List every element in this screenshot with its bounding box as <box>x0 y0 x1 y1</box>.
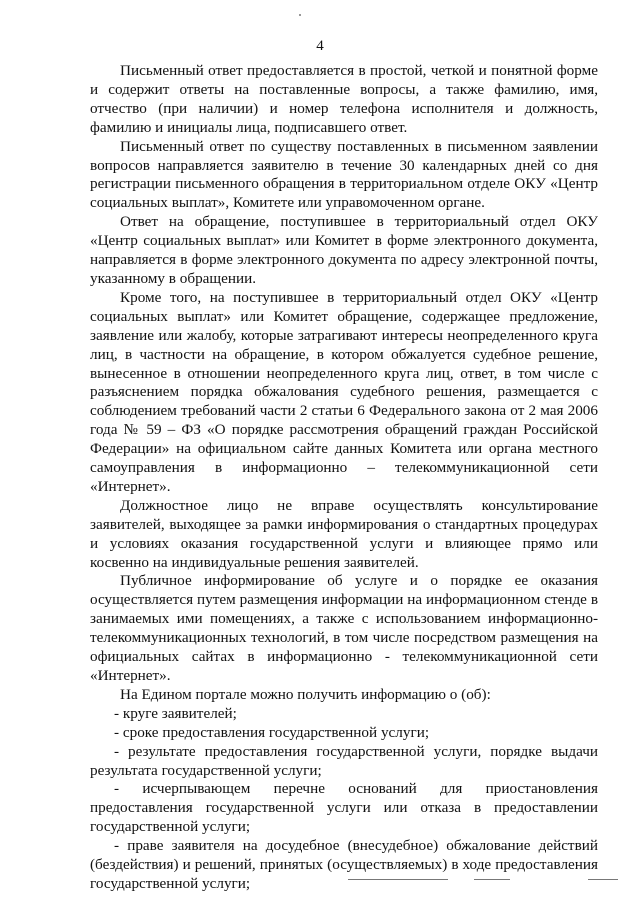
paragraph-written-response-form: Письменный ответ предоставляется в простой, четкой и понятной форме и содержит ответы на поставленные вопросы, а также фамилию, имя, отчество (при наличии) и номер телефона исполнителя и должность, фамилию и инициалы лица, подписавшего ответ. <box>90 62 598 136</box>
paragraph-written-response-deadline: Письменный ответ по существу поставленных в письменном заявлении вопросов направляется заявителю в течение 30 календарных дней со дня регистрации письменного обращения в территориальном отделе ОКУ «Центр социальных выплат», Комитете или управомоченном органе. <box>90 137 598 212</box>
page-number: 4 <box>316 38 324 54</box>
scan-artifact-line <box>588 879 618 880</box>
list-item-service-result: - результате предоставления государственной услуги, порядке выдачи результата государственной услуги; <box>90 742 598 779</box>
scan-speck <box>299 14 301 16</box>
document-body <box>90 62 598 894</box>
scan-artifact-line <box>348 879 448 880</box>
scan-artifact-line <box>474 879 510 880</box>
paragraph-unified-portal-intro: На Едином портале можно получить информацию о (об): <box>120 685 491 703</box>
list-item-applicants: - круге заявителей; <box>114 704 237 722</box>
paragraph-public-appeals: Кроме того, на поступившее в территориальный отдел ОКУ «Центр социальных выплат» или Комитет обращение, содержащее предложение, заявление или жалобу, которые затрагивают интересы неопределенного круга лиц, в частности на обращение, в котором обжалуется судебное решение, вынесенное в отношении неопределенного круга лиц, ответ, в том числе с разъяснением порядка обжалования судебного решения, размещается с соблюдением требований части 2 статьи 6 Федерального закона от 2 мая 2006 года № 59 – ФЗ «О порядке рассмотрения обращений граждан Российской Федерации» на официальном сайте данных Комитета или органа местного самоуправления в информационно – телекоммуникационной сети «Интернет». <box>90 288 598 495</box>
list-item-service-term: - сроке предоставления государственной услуги; <box>114 723 430 741</box>
paragraph-public-information: Публичное информирование об услуге и о порядке ее оказания осуществляется путем размещения информации на информационном стенде в занимаемых ими помещениях, а также с использованием информационно-телекоммуникационных технологий, в том числе посредством размещения на официальных сайтах в информационно - телекоммуникационной сети «Интернет». <box>90 572 598 684</box>
list-item-appeal-right: - праве заявителя на досудебное (внесудебное) обжалование действий (бездействия) и решений, принятых (осуществляемых) в ходе предоставления государственной услуги; <box>90 837 598 892</box>
list-item-suspension-grounds: - исчерпывающем перечне оснований для приостановления предоставления государственной услуги или отказа в предоставлении государственной услуги; <box>90 780 598 836</box>
paragraph-official-restrictions: Должностное лицо не вправе осуществлять консультирование заявителей, выходящее за рамки информирования о стандартных процедурах и условиях оказания государственной услуги и влияющее прямо или косвенно на индивидуальные решения заявителей. <box>90 496 598 571</box>
paragraph-electronic-response: Ответ на обращение, поступившее в территориальный отдел ОКУ «Центр социальных выплат» или Комитет в форме электронного документа, направляется в форме электронного документа по адресу электронной почты, указанному в обращении. <box>90 213 598 287</box>
